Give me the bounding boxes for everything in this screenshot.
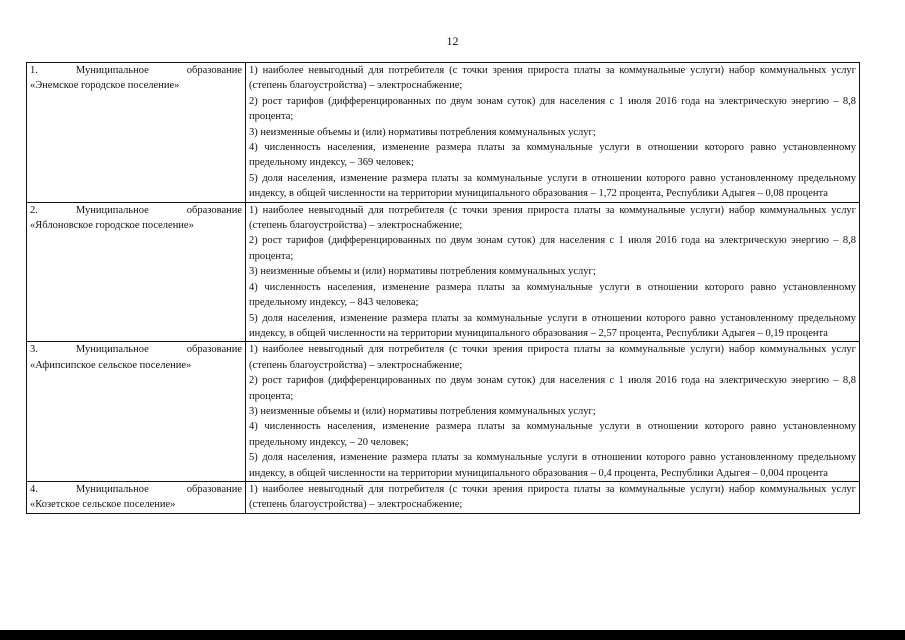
indicator-item: 5) доля населения, изменение размера платы за коммунальные услуги в отношении которого равно установленному предельному индексу, в общей численности на территории муниципального образования – 2,57 процента, Республики Адыгея – 0,19 процента xyxy=(249,312,856,339)
table-row xyxy=(27,202,860,342)
indicator-item: 4) численность населения, изменение размера платы за коммунальные услуги в отношении которого равно установленному предельному индексу, – 369 человек; xyxy=(249,142,856,169)
indicator-item: 1) наиболее невыгодный для потребителя (с точки зрения прироста платы за коммунальные услуги) набор коммунальных услуг (степень благоустройства) – электроснабжение; xyxy=(249,344,856,371)
indicators-cell xyxy=(246,63,860,203)
indicators-cell xyxy=(246,342,860,482)
indicator-item: 2) рост тарифов (дифференцированных по двум зонам суток) для населения с 1 июля 2016 года на электрическую энергию – 8,8 процента; xyxy=(249,95,856,123)
municipality-name: «Козетское сельское поселение» xyxy=(30,499,176,511)
scan-edge-bar xyxy=(0,630,905,640)
indicator-item: 1) наиболее невыгодный для потребителя (с точки зрения прироста платы за коммунальные услуги) набор коммунальных услуг (степень благоустройства) – электроснабжение; xyxy=(249,65,856,92)
indicator-item: 1) наиболее невыгодный для потребителя (с точки зрения прироста платы за коммунальные услуги) набор коммунальных услуг (степень благоустройства) – электроснабжение; xyxy=(249,204,856,232)
indicator-item: 5) доля населения, изменение размера платы за коммунальные услуги в отношении которого равно установленному предельному индексу, в общей численности на территории муниципального образования – 0,4 процента, Республики Адыгея – 0,004 процента xyxy=(249,452,856,479)
table-row xyxy=(27,342,860,482)
municipality-name: «Энемское городское поселение» xyxy=(30,80,180,92)
indicator-item: 4) численность населения, изменение размера платы за коммунальные услуги в отношении которого равно установленному предельному индексу, – 843 человека; xyxy=(249,281,856,309)
indicator-item: 1) наиболее невыгодный для потребителя (с точки зрения прироста платы за коммунальные услуги) набор коммунальных услуг (степень благоустройства) – электроснабжение; xyxy=(249,483,856,511)
municipality-name: «Афипсипское сельское поселение» xyxy=(30,359,192,371)
page-number: 12 xyxy=(446,34,459,48)
indicators-cell xyxy=(246,481,860,513)
municipality-cell xyxy=(27,342,246,482)
indicator-item: 3) неизменные объемы и (или) нормативы потребления коммунальных услуг; xyxy=(249,405,596,417)
municipality-number-label: 3. Муниципальное образование xyxy=(30,344,242,356)
indicator-item: 2) рост тарифов (дифференцированных по двум зонам суток) для населения с 1 июля 2016 года на электрическую энергию – 8,8 процента; xyxy=(249,375,856,402)
municipality-cell xyxy=(27,63,246,203)
municipality-number-label: 2. Муниципальное образование xyxy=(30,204,242,216)
municipality-number-label: 4. Муниципальное образование xyxy=(30,483,242,495)
municipality-cell xyxy=(27,202,246,342)
table-row xyxy=(27,481,860,513)
municipality-number-label: 1. Муниципальное образование xyxy=(30,65,242,76)
indicator-item: 2) рост тарифов (дифференцированных по двум зонам суток) для населения с 1 июля 2016 года на электрическую энергию – 8,8 процента; xyxy=(249,235,856,262)
municipality-name: «Яблоновское городское поселение» xyxy=(30,220,194,232)
indicator-item: 3) неизменные объемы и (или) нормативы потребления коммунальных услуг; xyxy=(249,126,596,138)
indicator-item: 4) численность населения, изменение размера платы за коммунальные услуги в отношении которого равно установленному предельному индексу, – 20 человек; xyxy=(249,421,856,448)
municipality-table xyxy=(26,62,860,514)
indicator-item: 5) доля населения, изменение размера платы за коммунальные услуги в отношении которого равно установленному предельному индексу, в общей численности на территории муниципального образования – 1,72 процента, Республики Адыгея – 0,08 процента xyxy=(249,172,856,200)
municipality-cell xyxy=(27,481,246,513)
indicators-cell xyxy=(246,202,860,342)
indicator-item: 3) неизменные объемы и (или) нормативы потребления коммунальных услуг; xyxy=(249,266,596,278)
table-row xyxy=(27,63,860,203)
